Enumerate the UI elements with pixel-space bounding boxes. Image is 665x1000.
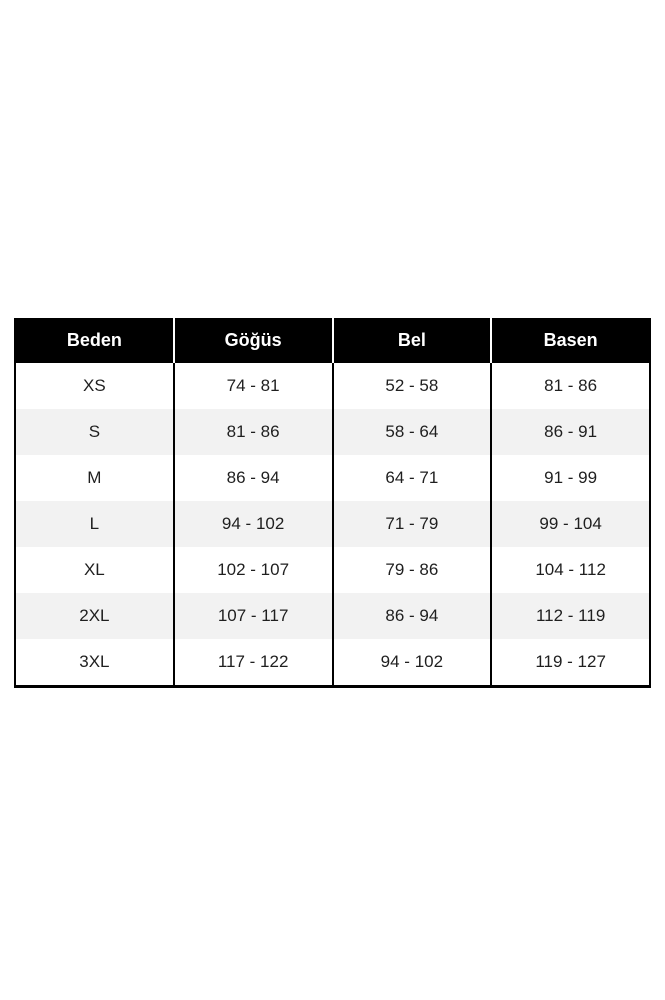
table-row	[15, 363, 650, 409]
header-row	[15, 318, 650, 363]
hip-cell: 104 - 112	[491, 547, 650, 593]
size-cell: S	[15, 409, 174, 455]
chest-cell: 117 - 122	[174, 639, 333, 687]
table-row	[15, 547, 650, 593]
size-chart-header	[15, 318, 650, 363]
size-cell: XL	[15, 547, 174, 593]
size-cell: XS	[15, 363, 174, 409]
hip-cell: 99 - 104	[491, 501, 650, 547]
hip-cell: 91 - 99	[491, 455, 650, 501]
chest-cell: 94 - 102	[174, 501, 333, 547]
hip-cell: 86 - 91	[491, 409, 650, 455]
chest-cell: 86 - 94	[174, 455, 333, 501]
column-header-waist: Bel	[333, 318, 492, 363]
waist-cell: 64 - 71	[333, 455, 492, 501]
size-cell: L	[15, 501, 174, 547]
waist-cell: 86 - 94	[333, 593, 492, 639]
chest-cell: 74 - 81	[174, 363, 333, 409]
column-header-size: Beden	[15, 318, 174, 363]
size-chart-table	[14, 318, 651, 688]
table-row	[15, 455, 650, 501]
table-row	[15, 639, 650, 687]
waist-cell: 58 - 64	[333, 409, 492, 455]
hip-cell: 119 - 127	[491, 639, 650, 687]
hip-cell: 81 - 86	[491, 363, 650, 409]
table-row	[15, 501, 650, 547]
size-chart-body	[15, 363, 650, 687]
chest-cell: 102 - 107	[174, 547, 333, 593]
size-cell: 3XL	[15, 639, 174, 687]
chest-cell: 81 - 86	[174, 409, 333, 455]
waist-cell: 52 - 58	[333, 363, 492, 409]
column-header-chest: Göğüs	[174, 318, 333, 363]
waist-cell: 94 - 102	[333, 639, 492, 687]
table-row	[15, 593, 650, 639]
hip-cell: 112 - 119	[491, 593, 650, 639]
column-header-hip: Basen	[491, 318, 650, 363]
table-row	[15, 409, 650, 455]
size-cell: 2XL	[15, 593, 174, 639]
chest-cell: 107 - 117	[174, 593, 333, 639]
size-cell: M	[15, 455, 174, 501]
waist-cell: 71 - 79	[333, 501, 492, 547]
waist-cell: 79 - 86	[333, 547, 492, 593]
